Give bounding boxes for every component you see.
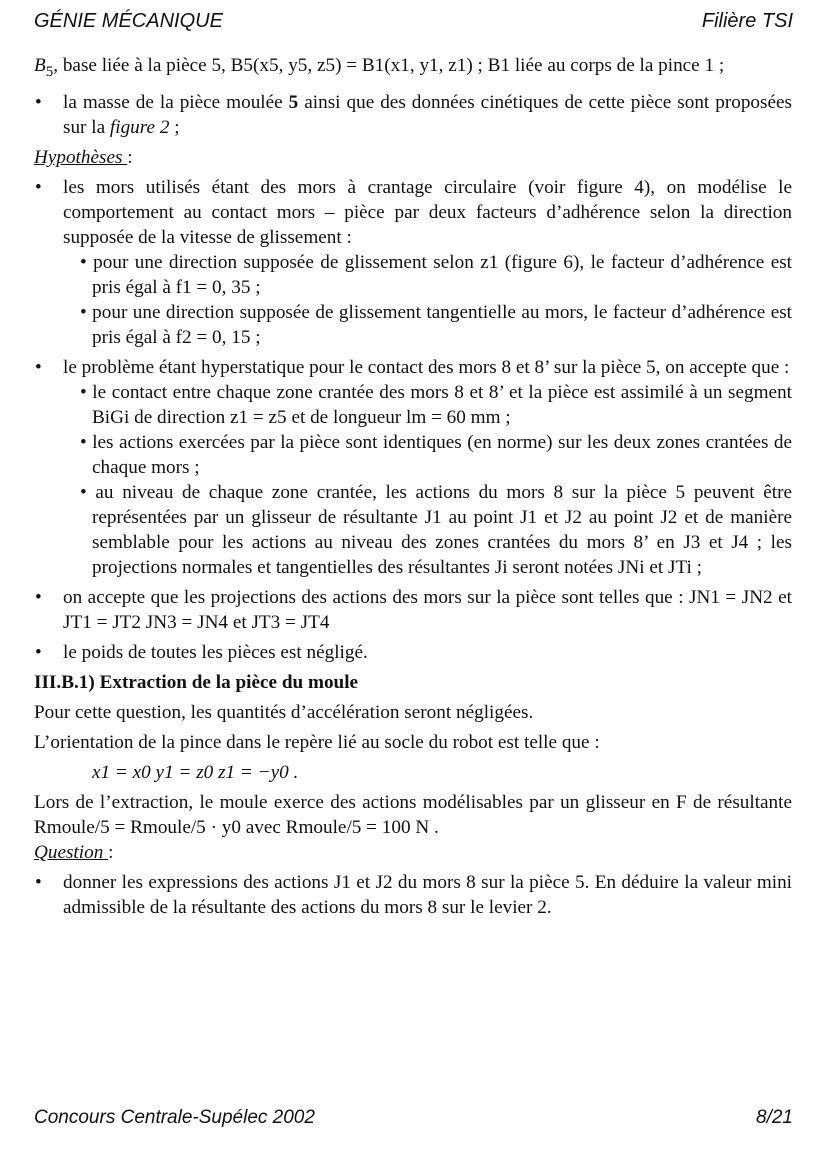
mass-text-end: ; xyxy=(169,116,180,138)
mass-figure-ref: figure 2 xyxy=(109,116,170,138)
hypotheses-heading xyxy=(34,145,792,170)
hypothesis-identical: • les actions exercées par la pièce sont identiques (en norme) sur les deux zones crantées de chaque mors ; xyxy=(34,430,792,480)
hypotheses-colon: : xyxy=(127,146,133,168)
base-definition-text: , base liée à la pièce 5, B5(x5, y5, z5) = B1(x1, y1, z1) ; B1 liée au corps de la pince 1 ; xyxy=(53,55,725,76)
hypothesis-glisseur: • au niveau de chaque zone crantée, les actions du mors 8 sur la pièce 5 peuvent être représentées par un glisseur de résultante J1 au point J1 et J2 au point J2 et de manière semblable pour les actions au niveau des zones crantées du mors 8’ en J3 et J4 ; les projections normales et tangentielles des résultantes Ji seront notées JNi et JTi ; xyxy=(34,480,792,580)
hypothesis-f1: • pour une direction supposée de glissement selon z1 (figure 6), le facteur d’adhérence est pris égal à f1 = 0, 35 ; xyxy=(34,250,792,300)
mass-text-a: la masse de la pièce moulée xyxy=(63,91,289,113)
mass-bullet xyxy=(34,90,792,140)
footer-contest: Concours Centrale-Supélec 2002 xyxy=(34,1107,315,1128)
hypothesis-weight: • le poids de toutes les pièces est négligé. xyxy=(34,640,792,665)
base-definition: $B_5$, base liée à la pièce 5, B5(x5, y5, z5) = B1(x1, y1, z1) ; B1 liée au corps de la pince 1 ; xyxy=(34,55,725,80)
section-p2: L’orientation de la pince dans le repère lié au socle du robot est telle que : xyxy=(34,731,600,753)
header-track: Filière TSI xyxy=(701,10,793,32)
hypothesis-f2: • pour une direction supposée de glissement tangentielle au mors, le facteur d’adhérence est pris égal à f2 = 0, 15 ; xyxy=(34,300,792,350)
question-bullet: • donner les expressions des actions J1 et J2 du mors 8 sur la pièce 5. En déduire la valeur mini admissible de la résultante des actions du mors 8 sur le levier 2. xyxy=(34,870,792,920)
question-colon: : xyxy=(108,841,114,863)
question-heading xyxy=(34,840,792,865)
orientation-equation: x1 = x0 y1 = z0 z1 = −y0 . xyxy=(92,761,299,783)
hypotheses-title: Hypothèses xyxy=(34,146,128,168)
question-title: Question xyxy=(34,841,109,863)
mass-part-number: 5 xyxy=(288,91,299,113)
hypothesis-segment: • le contact entre chaque zone crantée des mors 8 et 8’ et la pièce est assimilé à un segment BiGi de direction z1 = z5 et de longueur lm = 60 mm ; xyxy=(34,380,792,430)
hypothesis-projections: • on accepte que les projections des actions des mors sur la pièce sont telles que : JN1 = JN2 et JT1 = JT2 JN3 = JN4 et JT3 = JT4 xyxy=(34,585,792,635)
mass-text-b: ainsi que des données cinétiques de cette pièce sont proposées sur la xyxy=(63,91,792,138)
page-content xyxy=(34,53,792,920)
page-header xyxy=(34,10,793,36)
section-title: III.B.1) Extraction de la pièce du moule xyxy=(34,671,359,693)
section-p1: Pour cette question, les quantités d’accélération seront négligées. xyxy=(34,701,534,723)
hypothesis-hyperstatic: • le problème étant hyperstatique pour le contact des mors 8 et 8’ sur la pièce 5, on accepte que : xyxy=(34,355,792,380)
header-subject: GÉNIE MÉCANIQUE xyxy=(34,10,223,32)
footer-page-number: 8/21 xyxy=(756,1107,793,1128)
page-footer xyxy=(34,1107,793,1133)
section-p4: Lors de l’extraction, le moule exerce des actions modélisables par un glisseur en F de résultante Rmoule/5 = Rmoule/5 · y0 avec Rmoule/5 = 100 N . xyxy=(34,791,792,838)
hypothesis-crantage: • les mors utilisés étant des mors à crantage circulaire (voir figure 4), on modélise le comportement au contact mors – pièce par deux facteurs d’adhérence selon la direction supposée de la vitesse de glissement : xyxy=(34,175,792,250)
